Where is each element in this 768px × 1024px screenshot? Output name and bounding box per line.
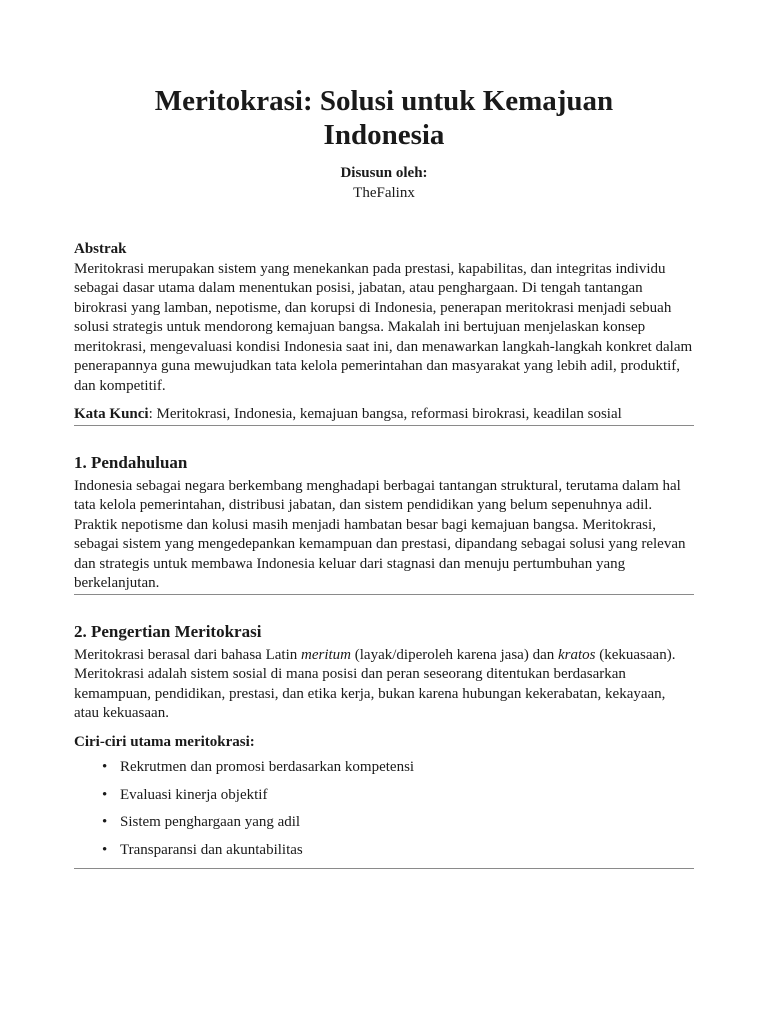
author-name: TheFalinx	[353, 185, 415, 201]
list-item-text: Rekrutmen dan promosi berdasarkan kompetensi	[120, 759, 415, 775]
bullet-icon: •	[102, 841, 108, 858]
keywords-line	[74, 405, 694, 425]
list-item	[102, 841, 694, 861]
latin-term-meritum: meritum	[301, 646, 351, 663]
text-fragment: (layak/diperoleh karena jasa) dan	[351, 646, 558, 663]
latin-term-kratos: kratos	[557, 646, 596, 663]
list-item	[102, 813, 694, 833]
bullet-icon: •	[102, 814, 108, 830]
list-item-text: Evaluasi kinerja objektif	[120, 786, 268, 803]
keywords-separator: :	[148, 406, 157, 422]
section-heading-pendahuluan: 1. Pendahuluan	[74, 452, 188, 472]
section-divider	[74, 425, 694, 426]
abstract-text: Meritokrasi merupakan sistem yang menekankan pada prestasi, kapabilitas, dan integritas individu sebagai dasar utama dalam menentukan posisi, jabatan, atau penghargaan. Di tengah tantangan birokrasi yang lamban, nepotisme, dan korupsi di Indonesia, penerapan meritokrasi menjadi sebuah solusi strategis untuk mendorong kemajuan bangsa. Makalah ini bertujuan menjelaskan konsep meritokrasi, mengevaluasi kondisi Indonesia saat ini, dan menawarkan langkah-langkah konkret dalam penerapannya guna mewujudkan tata kelola pemerintahan dan masyarakat yang lebih adil, produktif, dan kompetitif.	[74, 260, 693, 394]
list-item	[102, 758, 694, 778]
text-fragment: Meritokrasi berasal dari bahasa Latin	[74, 646, 301, 663]
section-text-pengertian	[74, 646, 694, 724]
section-heading-pengertian: 2. Pengertian Meritokrasi	[74, 621, 262, 641]
bullet-icon: •	[102, 759, 108, 775]
document-title: Meritokrasi: Solusi untuk Kemajuan Indonesia	[154, 85, 614, 151]
list-item-text: Transparansi dan akuntabilitas	[120, 841, 303, 858]
keywords-list: Meritokrasi, Indonesia, kemajuan bangsa, reformasi birokrasi, keadilan sosial	[156, 406, 622, 422]
list-item-text: Sistem penghargaan yang adil	[120, 814, 301, 830]
keywords-label: Kata Kunci	[74, 406, 149, 422]
section-divider	[74, 868, 694, 869]
characteristics-list	[74, 758, 694, 860]
list-item	[102, 786, 694, 806]
author-label: Disusun oleh:	[340, 165, 428, 181]
section-text-pendahuluan: Indonesia sebagai negara berkembang menghadapi berbagai tantangan struktural, terutama dalam hal tata kelola pemerintahan, distribusi jabatan, dan sistem pendidikan yang belum sepenuhnya adil. Praktik nepotisme dan kolusi masih menjadi hambatan besar bagi kemajuan bangsa. Meritokrasi, sebagai sistem yang mengedepankan kemampuan dan prestasi, dipandang sebagai solusi yang relevan dan strategis untuk membawa Indonesia keluar dari stagnasi dan menuju pertumbuhan yang berkelanjutan.	[74, 477, 686, 591]
text-fragment: (kekuasaan). Meritokrasi adalah sistem sosial di mana posisi dan peran seseorang ditentukan berdasarkan kemampuan, pendidikan, prestasi, dan etika kerja, bukan karena hubungan kekerabatan, kekayaan, atau kekuasaan.	[74, 646, 676, 721]
abstract-heading: Abstrak	[74, 241, 127, 257]
section-divider	[74, 594, 694, 595]
list-heading: Ciri-ciri utama meritokrasi:	[74, 733, 255, 750]
bullet-icon: •	[102, 786, 108, 803]
